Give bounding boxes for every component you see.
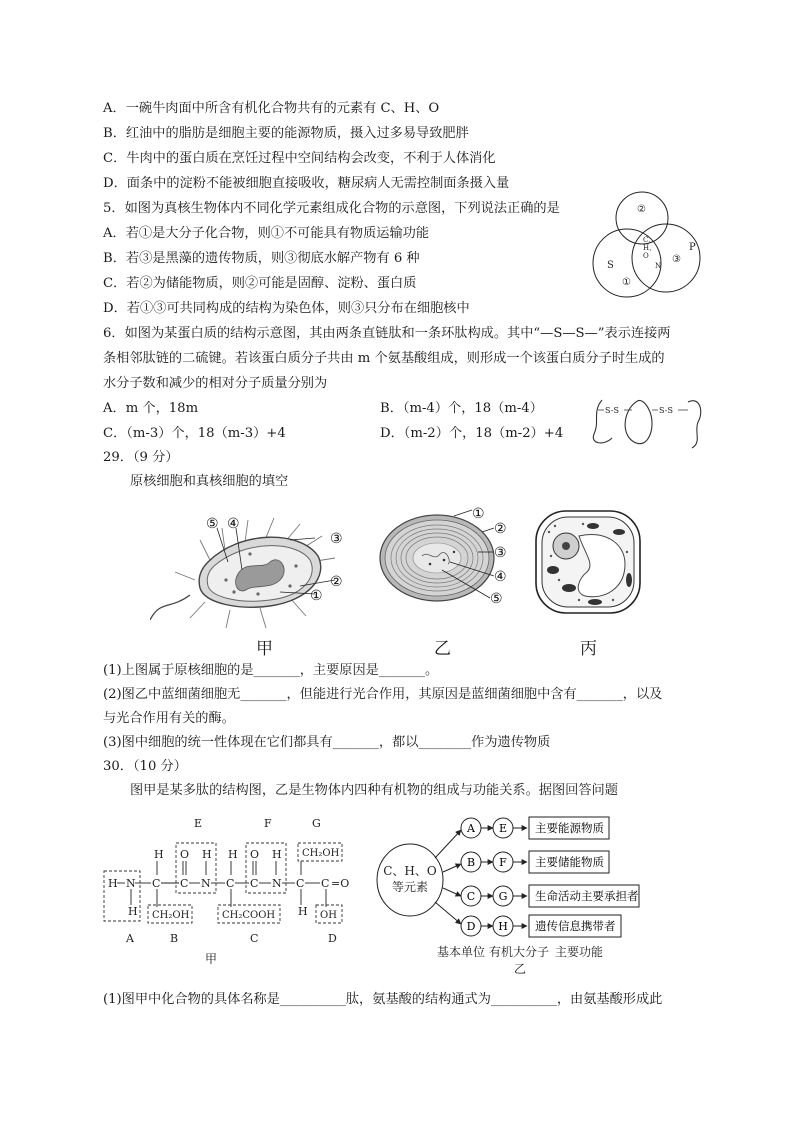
q29-sub-2b: 与光合作用有关的酶。	[103, 711, 235, 726]
label-a: A	[126, 932, 134, 945]
q29-sub-2a: (2)图乙中蓝细菌细胞无_______，但能进行光合作用，其原因是蓝细菌细胞中含有_______，以及	[103, 687, 663, 702]
q29-sub-3: (3)图中细胞的统一性体现在它们都具有_______，都以________作为遗传物质	[103, 735, 551, 750]
relation-caption: 乙	[514, 962, 527, 976]
venn-center-h: H、	[643, 244, 657, 252]
q6-option-c: C．（m-3）个，18（m-3）+4	[103, 426, 286, 441]
protein-structure-figure	[590, 392, 710, 454]
unit-d: D	[466, 920, 476, 933]
jia-marker-3: ③	[330, 531, 343, 547]
atom-h-alpha-1: H	[154, 848, 164, 861]
q6-option-b: B．（m-4）个，18（m-4）	[380, 401, 543, 416]
q6-option-a: A．m 个，18m	[103, 401, 199, 416]
footer-unit: 基本单位	[437, 945, 486, 959]
footer-macro: 有机大分子	[489, 945, 550, 959]
macro-e: E	[498, 822, 508, 835]
bacterium-body	[199, 537, 321, 607]
atom-c-carboxyl: C	[321, 877, 330, 890]
q29-title: 原核细胞和真核细胞的填空	[130, 474, 289, 489]
atom-c-alpha-2: C	[226, 877, 235, 890]
unit-a: A	[467, 822, 475, 835]
venn-label-2: ②	[637, 204, 646, 215]
side-chain-ch2cooh: CH₂COOH	[222, 910, 276, 921]
cell-figure-bing	[533, 508, 645, 618]
function-d: 遗传信息携带者	[535, 919, 616, 933]
yi-marker-5: ⑤	[490, 591, 503, 607]
flagellum	[150, 595, 190, 620]
side-chain-ch2oh-1: CH₂OH	[152, 910, 190, 921]
atom-h-n-3: H	[272, 848, 282, 861]
label-d: D	[328, 932, 337, 945]
q5-option-b: B．若③是黑藻的遗传物质，则③彻底水解产物有 6 种	[103, 251, 420, 266]
cell-figure-yi	[372, 500, 520, 610]
footer-function: 主要功能	[555, 945, 604, 959]
q30-sub-1: (1)图甲中化合物的具体名称是__________肽，氨基酸的结构通式为__________，由氨基酸形成此	[103, 992, 663, 1007]
cell-caption-yi: 乙	[434, 639, 451, 659]
atom-c-alpha-1: C	[152, 877, 161, 890]
atom-h-below-n: H	[128, 905, 138, 918]
yi-marker-2: ②	[494, 521, 507, 537]
venn-label-1: ①	[622, 277, 631, 288]
atom-c-carbonyl-1: C	[180, 877, 189, 890]
atom-n-1: N	[126, 877, 136, 890]
cell-caption-jia: 甲	[256, 639, 273, 659]
atom-n-2: N	[201, 877, 211, 890]
organic-compound-figure	[375, 810, 645, 960]
source-line-1: C、H、O	[383, 864, 437, 878]
yi-marker-4: ④	[494, 569, 507, 585]
jia-marker-2: ②	[330, 574, 343, 590]
macro-h: H	[498, 920, 508, 933]
jia-marker-4: ④	[227, 516, 240, 532]
atom-c-carbonyl-2: C	[250, 877, 259, 890]
row-c	[461, 885, 639, 907]
venn-label-p: P	[689, 242, 696, 253]
venn-label-n: N	[655, 262, 662, 270]
cyclic-peptide	[625, 400, 652, 443]
q6-stem-1: 6．如图为某蛋白质的结构示意图，其由两条直链肽和一条环肽构成。其中“—S—S—”表示连接两	[103, 326, 671, 341]
q5-option-c: C．若②为储能物质，则②可能是固醇、淀粉、蛋白质	[103, 276, 417, 291]
q29-sub-1: (1)上图属于原核细胞的是_______，主要原因是_______。	[103, 663, 439, 678]
q4-option-c: C．牛肉中的蛋白质在烹饪过程中空间结构会改变，不利于人体消化	[103, 151, 496, 166]
q5-option-a: A．若①是大分子化合物，则①不可能具有物质运输功能	[103, 226, 430, 241]
q4-option-d: D．面条中的淀粉不能被细胞直接吸收，糖尿病人无需控制面条摄入量	[103, 176, 510, 191]
q6-stem-2: 条相邻肽链的二硫键。若该蛋白质分子共由 m 个氨基酸组成，则形成一个该蛋白质分子时生成的	[103, 351, 665, 366]
cell-figure-jia	[150, 500, 355, 630]
jia-marker-5: ⑤	[206, 516, 219, 532]
jia-marker-1: ①	[310, 588, 323, 604]
peptide-chain-2	[688, 401, 701, 448]
q29-heading: 29．（9 分）	[103, 450, 179, 465]
atom-c-alpha-3: C	[296, 877, 305, 890]
q4-option-b: B．红油中的脂肪是细胞主要的能源物质，摄入过多易导致肥胖	[103, 126, 469, 141]
function-b: 主要储能物质	[535, 855, 604, 869]
venn-diagram	[590, 188, 720, 303]
label-b: B	[170, 932, 179, 945]
source-line-2: 等元素	[391, 880, 429, 894]
q30-title: 图甲是某多肽的结构图，乙是生物体内四种有机物的组成与功能关系。据图回答问题	[130, 783, 618, 798]
disulfide-label-2: S-S	[659, 406, 673, 415]
polypeptide-caption: 甲	[205, 952, 218, 966]
function-c: 生命活动主要承担者	[535, 889, 639, 903]
disulfide-label-1: S-S	[605, 406, 619, 415]
cell-caption-bing: 丙	[580, 639, 597, 659]
yi-marker-3: ③	[494, 545, 507, 561]
venn-label-3: ③	[672, 254, 681, 265]
nucleoid-region	[413, 543, 461, 573]
yi-marker-1: ①	[472, 506, 485, 522]
carboxyl-oh: OH	[320, 910, 337, 921]
polypeptide-figure	[100, 815, 355, 975]
label-e: E	[194, 817, 203, 830]
unit-b: B	[466, 856, 476, 869]
unit-c: C	[466, 890, 476, 903]
q4-option-a: A．一碗牛肉面中所含有机化合物共有的元素有 C、H、O	[103, 101, 440, 116]
label-f: F	[264, 817, 272, 830]
function-a: 主要能源物质	[535, 821, 604, 835]
atom-h-n-terminal: H	[108, 877, 118, 890]
atom-o-1: O	[180, 848, 190, 861]
atom-n-3: N	[272, 877, 282, 890]
q6-stem-3: 水分子数和减少的相对分子质量分别为	[103, 376, 328, 391]
row-d	[461, 915, 621, 937]
label-c: C	[250, 932, 259, 945]
macro-f: F	[499, 856, 507, 869]
venn-center-o: O	[643, 252, 649, 260]
row-a	[461, 817, 609, 839]
venn-label-s: S	[607, 260, 614, 271]
q5-stem: 5．如图为真核生物体内不同化学元素组成化合物的示意图，下列说法正确的是	[103, 201, 560, 216]
atom-o-2: O	[250, 848, 260, 861]
macro-g: G	[498, 890, 508, 903]
q5-option-d: D．若①③可共同构成的结构为染色体，则③只分布在细胞核中	[103, 301, 470, 316]
atom-h-alpha-3: H	[298, 905, 308, 918]
venn-center-c: C、	[643, 236, 656, 244]
row-b	[461, 851, 609, 873]
side-chain-ch2oh-2: CH₂OH	[302, 848, 340, 859]
q30-heading: 30．（10 分）	[103, 759, 187, 774]
atom-h-alpha-2: H	[228, 848, 238, 861]
q6-option-d: D．（m-2）个，18（m-2）+4	[380, 426, 564, 441]
atom-h-n-2: H	[202, 848, 212, 861]
label-g: G	[312, 817, 321, 830]
atom-carboxyl-o: =O	[331, 877, 350, 890]
